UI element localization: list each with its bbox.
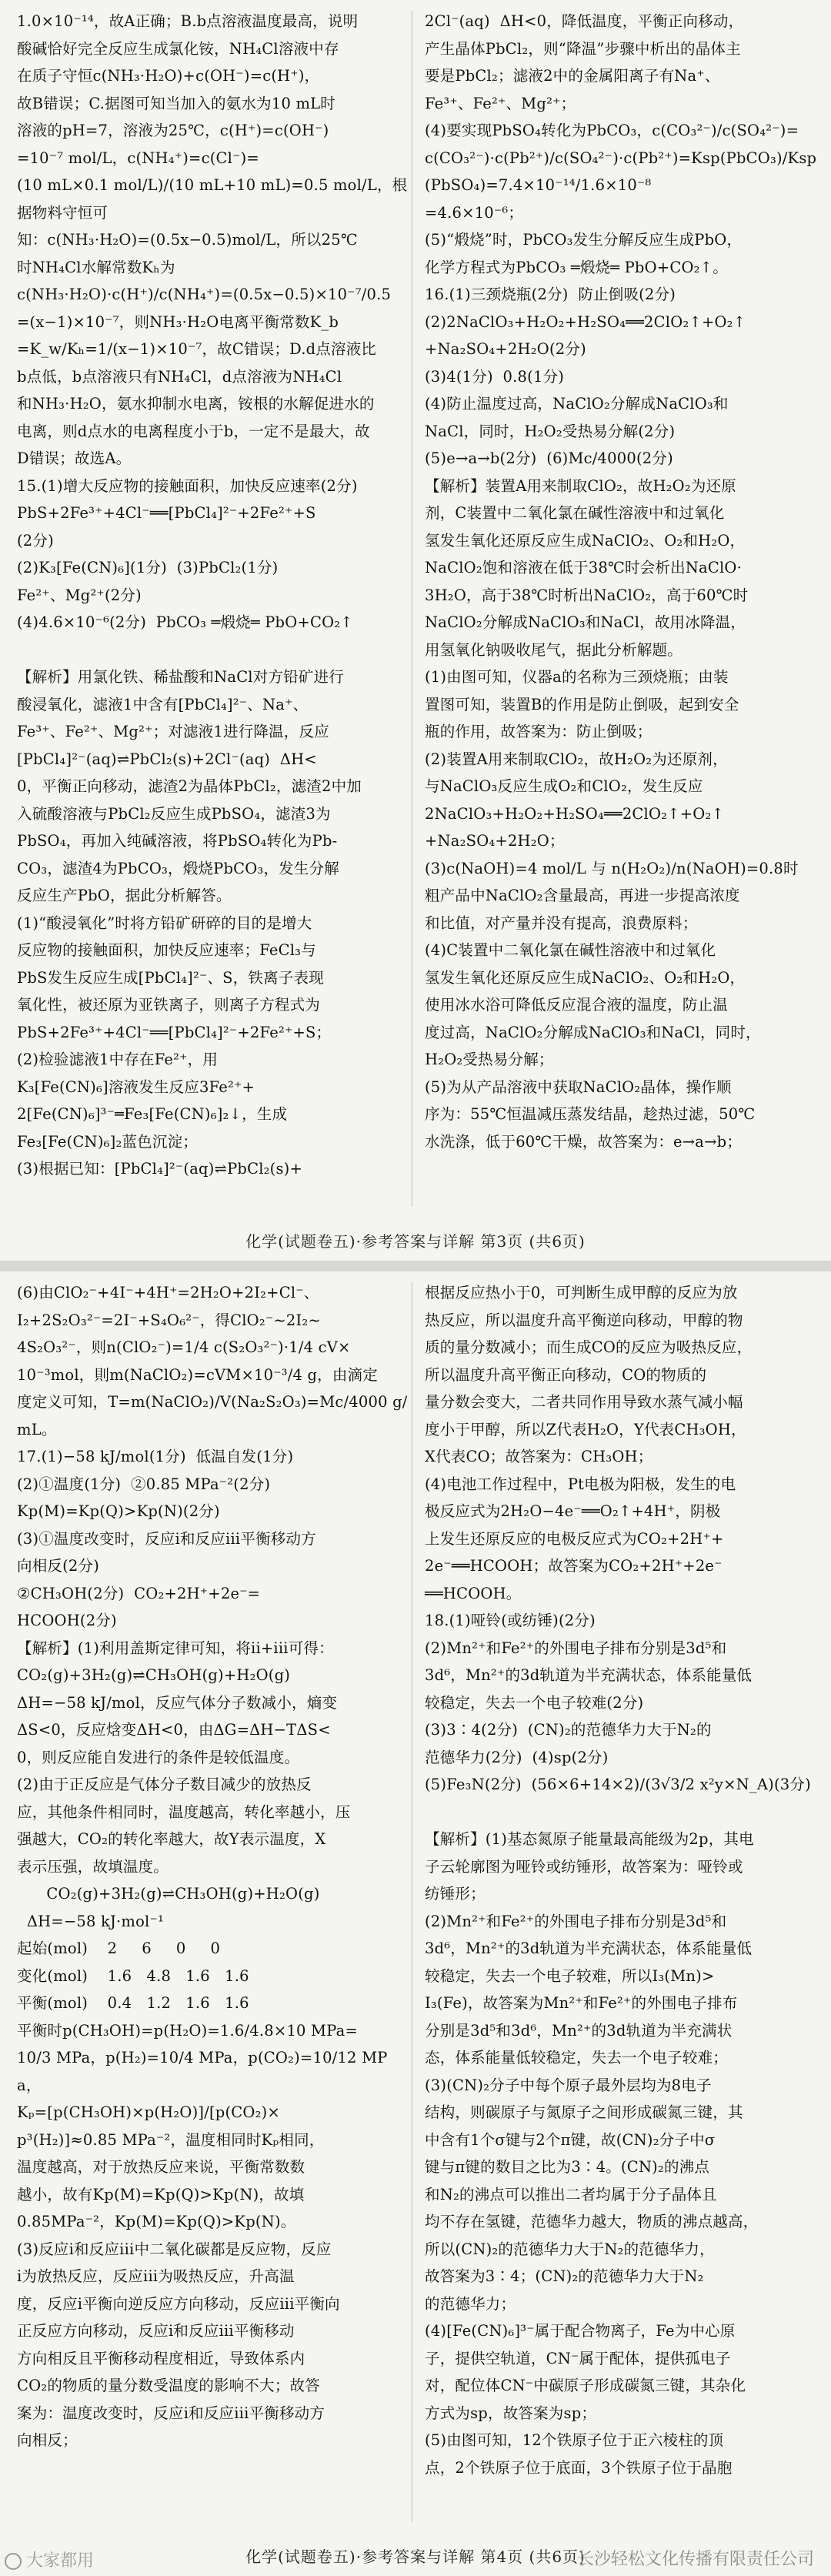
page4-right-column	[425, 1279, 817, 2481]
text-line: 范德华力(2分) (4)sp(2分)	[425, 1748, 609, 1766]
text-line: 度小于甲醇，所以Z代表H₂O，Y代表CH₃OH，	[425, 1420, 746, 1438]
text-line: 反应物的接触面积，加快反应速率；FeCl₃与	[17, 941, 316, 959]
text-line: CO₂(g)+3H₂(g)⇌CH₃OH(g)+H₂O(g)	[17, 1666, 291, 1684]
text-line: p³(H₂)]≈0.85 MPa⁻²，温度相同时Kₚ相同，	[17, 2130, 325, 2149]
page3-footer: 化学(试题卷五)·参考答案与详解 第3页 (共6页)	[245, 1232, 586, 1251]
text-line: 水洗涤，低于60℃干燥，故答案为：e→a→b；	[425, 1132, 743, 1151]
text-line: 16.(1)三颈烧瓶(2分) 防止倒吸(2分)	[425, 286, 676, 303]
text-line	[17, 636, 409, 664]
text-line: (2)Mn²⁺和Fe²⁺的外围电子排布分别是3d⁵和	[425, 1912, 727, 1930]
text-line: NaClO₂分解成NaClO₃和NaCl，故用冰降温，	[425, 613, 746, 631]
text-line: D错误；故选A。	[17, 449, 132, 467]
text-line: 瓶的作用，故答案为：防止倒吸；	[425, 723, 652, 740]
text-line: (2)Mn²⁺和Fe²⁺的外围电子排布分别是3d⁵和	[425, 1639, 727, 1657]
text-line: 中含有1个σ键与2个π键，故(CN)₂分子中σ	[425, 2130, 716, 2149]
text-line: 和NH₃·H₂O，氨水抑制水电离，铵根的水解促进水的	[17, 395, 375, 413]
text-line: 结构，则碳原子与氮原子之间形成碳氮三键，其	[425, 2103, 743, 2121]
text-line: 起始(mol) 2 6 0 0	[17, 1940, 221, 1957]
text-line: ΔH=−58 kJ/mol，反应气体分子数减小，熵变	[17, 1693, 338, 1712]
text-line: 粗产品中NaClO₂含量最高，再进一步提高浓度	[425, 887, 740, 904]
text-line: 均不存在氢键，范德华力越大，物质的沸点越高，	[425, 2213, 759, 2230]
text-line: (2分)	[17, 531, 54, 550]
text-line: I₂+2S₂O₃²⁻=2I⁻+S₄O₆²⁻，得ClO₂⁻~2I₂~	[17, 1311, 321, 1329]
text-line: 3d⁶，Mn²⁺的3d轨道为半充满状态，体系能量低	[425, 1666, 753, 1684]
text-line: +Na₂SO₄+2H₂O；	[425, 832, 565, 850]
text-line: (6)由ClO₂⁻+4I⁻+4H⁺=2H₂O+2I₂+Cl⁻、	[17, 1284, 319, 1301]
text-line: (4)要实现PbSO₄转化为PbCO₃，c(CO₃²⁻)/c(SO₄²⁻)=	[425, 122, 799, 139]
watermark-logo-icon	[5, 2553, 22, 2570]
text-line: 度过高，NaClO₂分解成NaClO₃和NaCl，同时，	[425, 1023, 761, 1041]
text-line: 度，反应i平衡向逆反应方向移动，反应iii平衡向	[17, 2294, 340, 2313]
text-line: 2[Fe(CN)₆]³⁻═Fe₃[Fe(CN)₆]₂↓，生成	[17, 1105, 288, 1123]
text-line: PbS+2Fe³⁺+4Cl⁻══[PbCl₄]²⁻+2Fe²⁺+S	[17, 504, 316, 522]
text-line: (3)反应i和反应iii中二氧化碳都是反应物，反应	[17, 2240, 332, 2258]
text-line: =4.6×10⁻⁶；	[425, 203, 524, 222]
text-line: (5)“煅烧”时，PbCO₃发生分解反应生成PbO，	[425, 231, 743, 249]
text-line: 0，平衡正向移动，滤渣2为晶体PbCl₂，滤渣2中加	[17, 777, 362, 795]
text-line: (2)检验滤液1中存在Fe²⁺，用	[17, 1051, 219, 1068]
text-line: PbSO₄，再加入纯碱溶液，将PbSO₄转化为Pb-	[17, 832, 338, 850]
text-line: NaClO₂饱和溶液在低于38℃时会析出NaClO·	[425, 559, 743, 576]
text-line: 电离，则d点水的电离程度小于b，一定不是最大，故	[17, 422, 370, 440]
text-line: HCOOH(2分)	[17, 1612, 117, 1629]
text-line: 序为：55℃恒温减压蒸发结晶，趁热过滤，50℃	[425, 1105, 756, 1123]
text-line: 应，其他条件相同时，温度越高，转化率越小，压	[17, 1803, 351, 1821]
text-line: 根据反应热小于0，可判断生成甲醇的反应为放	[425, 1284, 738, 1301]
text-line: Kₚ=[p(CH₃OH)×p(H₂O)]/[p(CO₂)×	[17, 2103, 280, 2121]
text-line: (2)K₃[Fe(CN)₆](1分) (3)PbCl₂(1分)	[17, 559, 279, 576]
text-line: (10 mL×0.1 mol/L)/(10 mL+10 mL)=0.5 mol/L，根据物料守恒可	[17, 176, 408, 222]
text-line: i为放热反应，反应iii为吸热反应，升高温	[17, 2267, 295, 2285]
text-line: 3d⁶，Mn²⁺的3d轨道为半充满状态，体系能量低	[425, 1940, 753, 1957]
text-line: 热反应，所以温度升高平衡逆向移动，甲醇的物	[425, 1311, 743, 1329]
text-line: (3)3∶4(2分) (CN)₂的范德华力大于N₂的	[425, 1721, 712, 1739]
text-line: 故答案为3∶4；(CN)₂的范德华力大于N₂	[425, 2267, 704, 2285]
text-line: 子，提供空轨道，CN⁻属于配体，提供孤电子	[425, 2349, 731, 2367]
text-line: 和比值，对产量并没有提高，浪费原料；	[425, 914, 698, 932]
text-line: ②CH₃OH(2分) CO₂+2H⁺+2e⁻=	[17, 1584, 261, 1602]
text-line: 所以温度升高平衡正向移动，CO的物质的	[425, 1365, 707, 1384]
text-line: 0，则反应能自发进行的条件是较低温度。	[17, 1748, 300, 1766]
text-line: 变化(mol) 1.6 4.8 1.6 1.6	[17, 1966, 249, 1985]
text-line: (5)e→a→b(2分) (6)Mc/4000(2分)	[425, 449, 673, 467]
text-line: 使用冰水浴可降低反应混合液的温度，防止温	[425, 996, 729, 1014]
text-line: =10⁻⁷ mol/L，c(NH₄⁺)=c(Cl⁻)=	[17, 149, 259, 167]
text-line: 方式为sp，故答案为sp；	[425, 2404, 597, 2422]
text-line: (1)“酸浸氧化”时将方铅矿研碎的目的是增大	[17, 914, 312, 932]
text-line: 酸浸氧化，滤液1中含有[PbCl₄]²⁻、Na⁺、	[17, 695, 309, 713]
text-line: 氧化性，被还原为亚铁离子，则离子方程式为	[17, 996, 321, 1014]
watermark-left	[5, 2548, 94, 2571]
text-line: 剂，C装置中二氧化氯在碱性溶液中和过氧化	[425, 504, 725, 522]
text-line: 10⁻³mol，則m(NaClO₂)=cVM×10⁻³/4 g，由滴定	[17, 1365, 378, 1384]
text-line: +Na₂SO₄+2H₂O(2分)	[425, 340, 586, 358]
text-line: Kp(M)=Kp(Q)>Kp(N)(2分)	[17, 1502, 220, 1520]
text-line: 温度越高，对于放热反应来说，平衡常数数	[17, 2158, 305, 2176]
text-line: Fe³⁺、Fe²⁺、Mg²⁺；对滤液1进行降温，反应	[17, 723, 329, 740]
text-line: Fe₃[Fe(CN)₆]₂蓝色沉淀；	[17, 1132, 198, 1151]
text-line: (4)电池工作过程中，Pt电极为阳极，发生的电	[425, 1475, 736, 1493]
text-line: c(NH₃·H₂O)·c(H⁺)/c(NH₄⁺)=(0.5x−0.5)×10⁻⁷/0.5	[17, 286, 392, 303]
text-line: Fe²⁺、Mg²⁺(2分)	[17, 586, 142, 604]
text-line: (2)装置A用来制取ClO₂，故H₂O₂为还原剂，	[425, 750, 728, 768]
page4-left-column	[17, 1279, 409, 2454]
watermark-left-text: 大家都用	[26, 2551, 95, 2570]
text-line: 与NaClO₃反应生成O₂和ClO₂，发生反应	[425, 777, 703, 795]
text-line: (3)根据已知：[PbCl₄]²⁻(aq)⇌PbCl₂(s)+	[17, 1160, 303, 1178]
answer-page-3	[0, 0, 831, 1261]
text-line: 在质子守恒c(NH₃·H₂O)+c(OH⁻)=c(H⁺)，	[17, 67, 320, 85]
text-line: ΔH=−58 kJ·mol⁻¹	[17, 1912, 164, 1930]
text-line: =(x−1)×10⁻⁷，则NH₃·H₂O电离平衡常数K_b	[17, 312, 339, 331]
text-line: 溶液的pH=7，溶液为25℃，c(H⁺)=c(OH⁻)	[17, 122, 329, 139]
text-line: (2)①温度(1分) ②0.85 MPa⁻²(2分)	[17, 1475, 271, 1493]
text-line: 4S₂O₃²⁻，则n(ClO₂⁻)=1/4 c(S₂O₃²⁻)·1/4 cV×	[17, 1338, 351, 1356]
text-line: =K_w/Kₕ=1/(x−1)×10⁻⁷，故C错误；D.d点溶液比	[17, 340, 377, 358]
text-line: 15.(1)增大反应物的接触面积，加快反应速率(2分)	[17, 476, 358, 495]
text-line: 对，配位体CN⁻中碳原子形成碳氮三键，其杂化	[425, 2377, 746, 2394]
text-line: 正反应方向移动，反应i和反应iii平衡移动	[17, 2322, 295, 2340]
text-line: 越小，故有Kp(M)=Kp(Q)>Kp(N)，故填	[17, 2185, 305, 2203]
text-line: (5)为从产品溶液中获取NaClO₂晶体，操作顺	[425, 1078, 732, 1096]
text-line: (2)由于正反应是气体分子数目减少的放热反	[17, 1776, 312, 1793]
text-line: (3)(CN)₂分子中每个原子最外层均为8电子	[425, 2076, 712, 2094]
text-line: K₃[Fe(CN)₆]溶液发生反应3Fe²⁺+	[17, 1078, 255, 1096]
text-line: 点，2个铁原子位于底面，3个铁原子位于晶胞	[425, 2458, 733, 2477]
text-line: 1.0×10⁻¹⁴，故A正确；B.b点溶液温度最高，说明	[17, 12, 359, 30]
text-line: X代表CO；故答案为：CH₃OH；	[425, 1448, 653, 1465]
text-line: 故B错误；C.据图可知当加入的氨水为10 mL时	[17, 94, 336, 112]
text-line: 化学方程式为PbCO₃ ═煅烧═ PbO+CO₂↑。	[425, 258, 728, 276]
text-line: 反应生产PbO，据此分析解答。	[17, 887, 232, 904]
text-line: 和N₂的沸点可以推出二者均属于分子晶体且	[425, 2185, 717, 2203]
text-line: 【解析】用氯化铁、稀盐酸和NaCl对方铅矿进行	[17, 668, 344, 686]
text-line: 3H₂O，高于38℃时析出NaClO₂，高于60℃时	[425, 586, 749, 604]
text-line: CO₂的物质的量分数受温度的影响不大；故答	[17, 2377, 320, 2394]
text-line: c(CO₃²⁻)·c(Pb²⁺)/c(SO₄²⁻)·c(Pb²⁺)=Ksp(PbCO₃)/Ksp(PbSO₄)=7.4×10⁻¹⁴/1.6×10⁻⁸	[425, 149, 817, 194]
text-line: (5)由图可知，12个铁原子位于正六棱柱的顶	[425, 2431, 724, 2449]
text-line: ΔS<0，反应焓变ΔH<0，由ΔG=ΔH−TΔS<	[17, 1721, 331, 1739]
text-line: (4)4.6×10⁻⁶(2分) PbCO₃ ═煅烧═ PbO+CO₂↑	[17, 613, 353, 631]
text-line: (5)Fe₃N(2分) (56×6+14×2)/(3√3/2 x²y×N_A)(3分)	[425, 1776, 811, 1793]
page3-left-column	[17, 8, 409, 1183]
text-line: 键与π键的数目之比为3∶4。(CN)₂的沸点	[425, 2158, 710, 2176]
text-line: NaCl，同时，H₂O₂受热易分解(2分)	[425, 422, 676, 440]
text-line: (3)c(NaOH)=4 mol/L 与 n(H₂O₂)/n(NaOH)=0.8时	[425, 859, 799, 877]
text-line: 17.(1)−58 kJ/mol(1分) 低温自发(1分)	[17, 1448, 294, 1465]
text-line: 产生晶体PbCl₂，则“降温”步骤中析出的晶体主	[425, 39, 741, 58]
watermark-publisher: 长沙轻松文化传播有限责任公司	[576, 2549, 814, 2568]
text-line: (2)2NaClO₃+H₂O₂+H₂SO₄══2ClO₂↑+O₂↑	[425, 312, 746, 331]
text-line: 纺锤形；	[425, 1885, 486, 1903]
text-line: 氢发生氧化还原反应生成NaClO₂、O₂和H₂O，	[425, 968, 746, 987]
text-line: 态，体系能量低较稳定，失去一个电子较难；	[425, 2049, 729, 2066]
text-line: 强越大，CO₂的转化率越大，故Y表示温度，X	[17, 1830, 326, 1848]
text-line: b点低，b点溶液只有NH₄Cl，d点溶液为NH₄Cl	[17, 367, 342, 386]
text-line: 氢发生氧化还原反应生成NaClO₂、O₂和H₂O，	[425, 531, 746, 550]
text-line: 平衡(mol) 0.4 1.2 1.6 1.6	[17, 1994, 249, 2012]
text-line: 方向相反且平衡移动程度相近，导致体系内	[17, 2349, 305, 2367]
text-line: 质的量分数减小；而生成CO的反应为吸热反应，	[425, 1338, 753, 1356]
text-line: 2NaClO₃+H₂O₂+H₂SO₄══2ClO₂↑+O₂↑	[425, 804, 725, 823]
text-line: 知：c(NH₃·H₂O)=(0.5x−0.5)mol/L，所以25℃	[17, 231, 358, 249]
text-line: Fe³⁺、Fe²⁺、Mg²⁺；	[425, 94, 576, 112]
text-line: 的范德华力；	[425, 2294, 516, 2313]
text-line: 较稳定，失去一个电子较难，所以I₃(Mn)>	[425, 1966, 715, 1985]
text-line: (4)防止温度过高，NaClO₂分解成NaClO₃和	[425, 395, 729, 413]
text-line: 量分数会变大，二者共同作用导致水蒸气减小幅	[425, 1393, 743, 1411]
text-line: 度定义可知，T=m(NaClO₂)/V(Na₂S₂O₃)=Mc/4000 g/mL。	[17, 1393, 408, 1438]
text-line: (3)4(1分) 0.8(1分)	[425, 367, 565, 386]
page4-footer: 化学(试题卷五)·参考答案与详解 第4页 (共6页)	[245, 2548, 586, 2566]
text-line: 【解析】(1)基态氮原子能量最高能级为2p，其电	[425, 1830, 754, 1848]
text-line: PbS+2Fe³⁺+4Cl⁻══[PbCl₄]²⁻+2Fe²⁺+S；	[17, 1023, 332, 1041]
text-line: 【解析】装置A用来制取ClO₂，故H₂O₂为还原	[425, 476, 736, 495]
text-line: (1)由图可知，仪器a的名称为三颈烧瓶；由装	[425, 668, 729, 686]
text-line: 置图可知，装置B的作用是防止倒吸，起到安全	[425, 695, 739, 713]
text-line: 酸碱恰好完全反应生成氯化铵，NH₄Cl溶液中存	[17, 39, 339, 58]
text-line: 10/3 MPa，p(H₂)=10/4 MPa，p(CO₂)=10/12 MPa，	[17, 2049, 388, 2094]
text-line: 子云轮廓图为哑铃或纺锤形，故答案为：哑铃或	[425, 1857, 743, 1876]
text-line: H₂O₂受热易分解；	[425, 1051, 554, 1068]
text-line: 所以(CN)₂的范德华力大于N₂的范德华力，	[425, 2240, 715, 2258]
text-line: CO₃，滤渣4为PbCO₃，煅烧PbCO₃，发生分解	[17, 859, 339, 877]
text-line: 平衡时p(CH₃OH)=p(H₂O)=1.6/4.8×10 MPa=	[17, 2021, 359, 2040]
text-line: 分别是3d⁵和3d⁶，Mn²⁺的3d轨道为半充满状	[425, 2021, 733, 2040]
text-line: ══HCOOH。	[425, 1584, 522, 1602]
text-line: (4)C装置中二氧化氯在碱性溶液中和过氧化	[425, 941, 716, 959]
text-line: PbS发生反应生成[PbCl₄]²⁻、S，铁离子表现	[17, 968, 324, 987]
text-line: 2Cl⁻(aq) ΔH<0，降低温度，平衡正向移动，	[425, 12, 744, 30]
text-line: 上发生还原反应的电极反应式为CO₂+2H⁺+	[425, 1529, 724, 1548]
text-line: 入硫酸溶液与PbCl₂反应生成PbSO₄，滤渣3为	[17, 804, 331, 823]
text-line	[425, 1799, 817, 1826]
text-line: (3)①温度改变时，反应i和反应iii平衡移动方	[17, 1529, 316, 1548]
page3-right-column	[425, 8, 817, 1155]
text-line: I₃(Fe)，故答案为Mn²⁺和Fe²⁺的外围电子排布	[425, 1994, 738, 2012]
text-line: 向相反；	[17, 2431, 78, 2449]
text-line: 【解析】(1)利用盖斯定律可知，将ii+iii可得：	[17, 1639, 334, 1657]
text-line: [PbCl₄]²⁻(aq)⇌PbCl₂(s)+2Cl⁻(aq) ΔH<	[17, 750, 317, 768]
text-line: (4)[Fe(CN)₆]³⁻属于配合物离子，Fe为中心原	[425, 2322, 736, 2340]
text-line: 较稳定，失去一个电子较难(2分)	[425, 1693, 644, 1712]
text-line: 用氢氧化钠吸收尾气，据此分析解题。	[425, 640, 682, 659]
answer-page-4	[0, 1271, 831, 2576]
text-line: 时NH₄Cl水解常数Kₕ为	[17, 258, 175, 276]
text-line: 18.(1)哑铃(或纺锤)(2分)	[425, 1612, 596, 1629]
text-line: 极反应式为2H₂O−4e⁻══O₂↑+4H⁺，阴极	[425, 1502, 721, 1520]
text-line: 要是PbCl₂；滤液2中的金属阳离子有Na⁺、	[425, 67, 720, 85]
text-line: CO₂(g)+3H₂(g)⇌CH₃OH(g)+H₂O(g)	[17, 1885, 320, 1903]
text-line: 2e⁻══HCOOH；故答案为CO₂+2H⁺+2e⁻	[425, 1557, 723, 1575]
text-line: 表示压强，故填温度。	[17, 1857, 169, 1876]
text-line: 案为：温度改变时，反应i和反应iii平衡移动方	[17, 2404, 325, 2422]
text-line: 0.85MPa⁻²，Kp(M)=Kp(Q)>Kp(N)。	[17, 2213, 296, 2230]
text-line: 向相反(2分)	[17, 1557, 100, 1575]
